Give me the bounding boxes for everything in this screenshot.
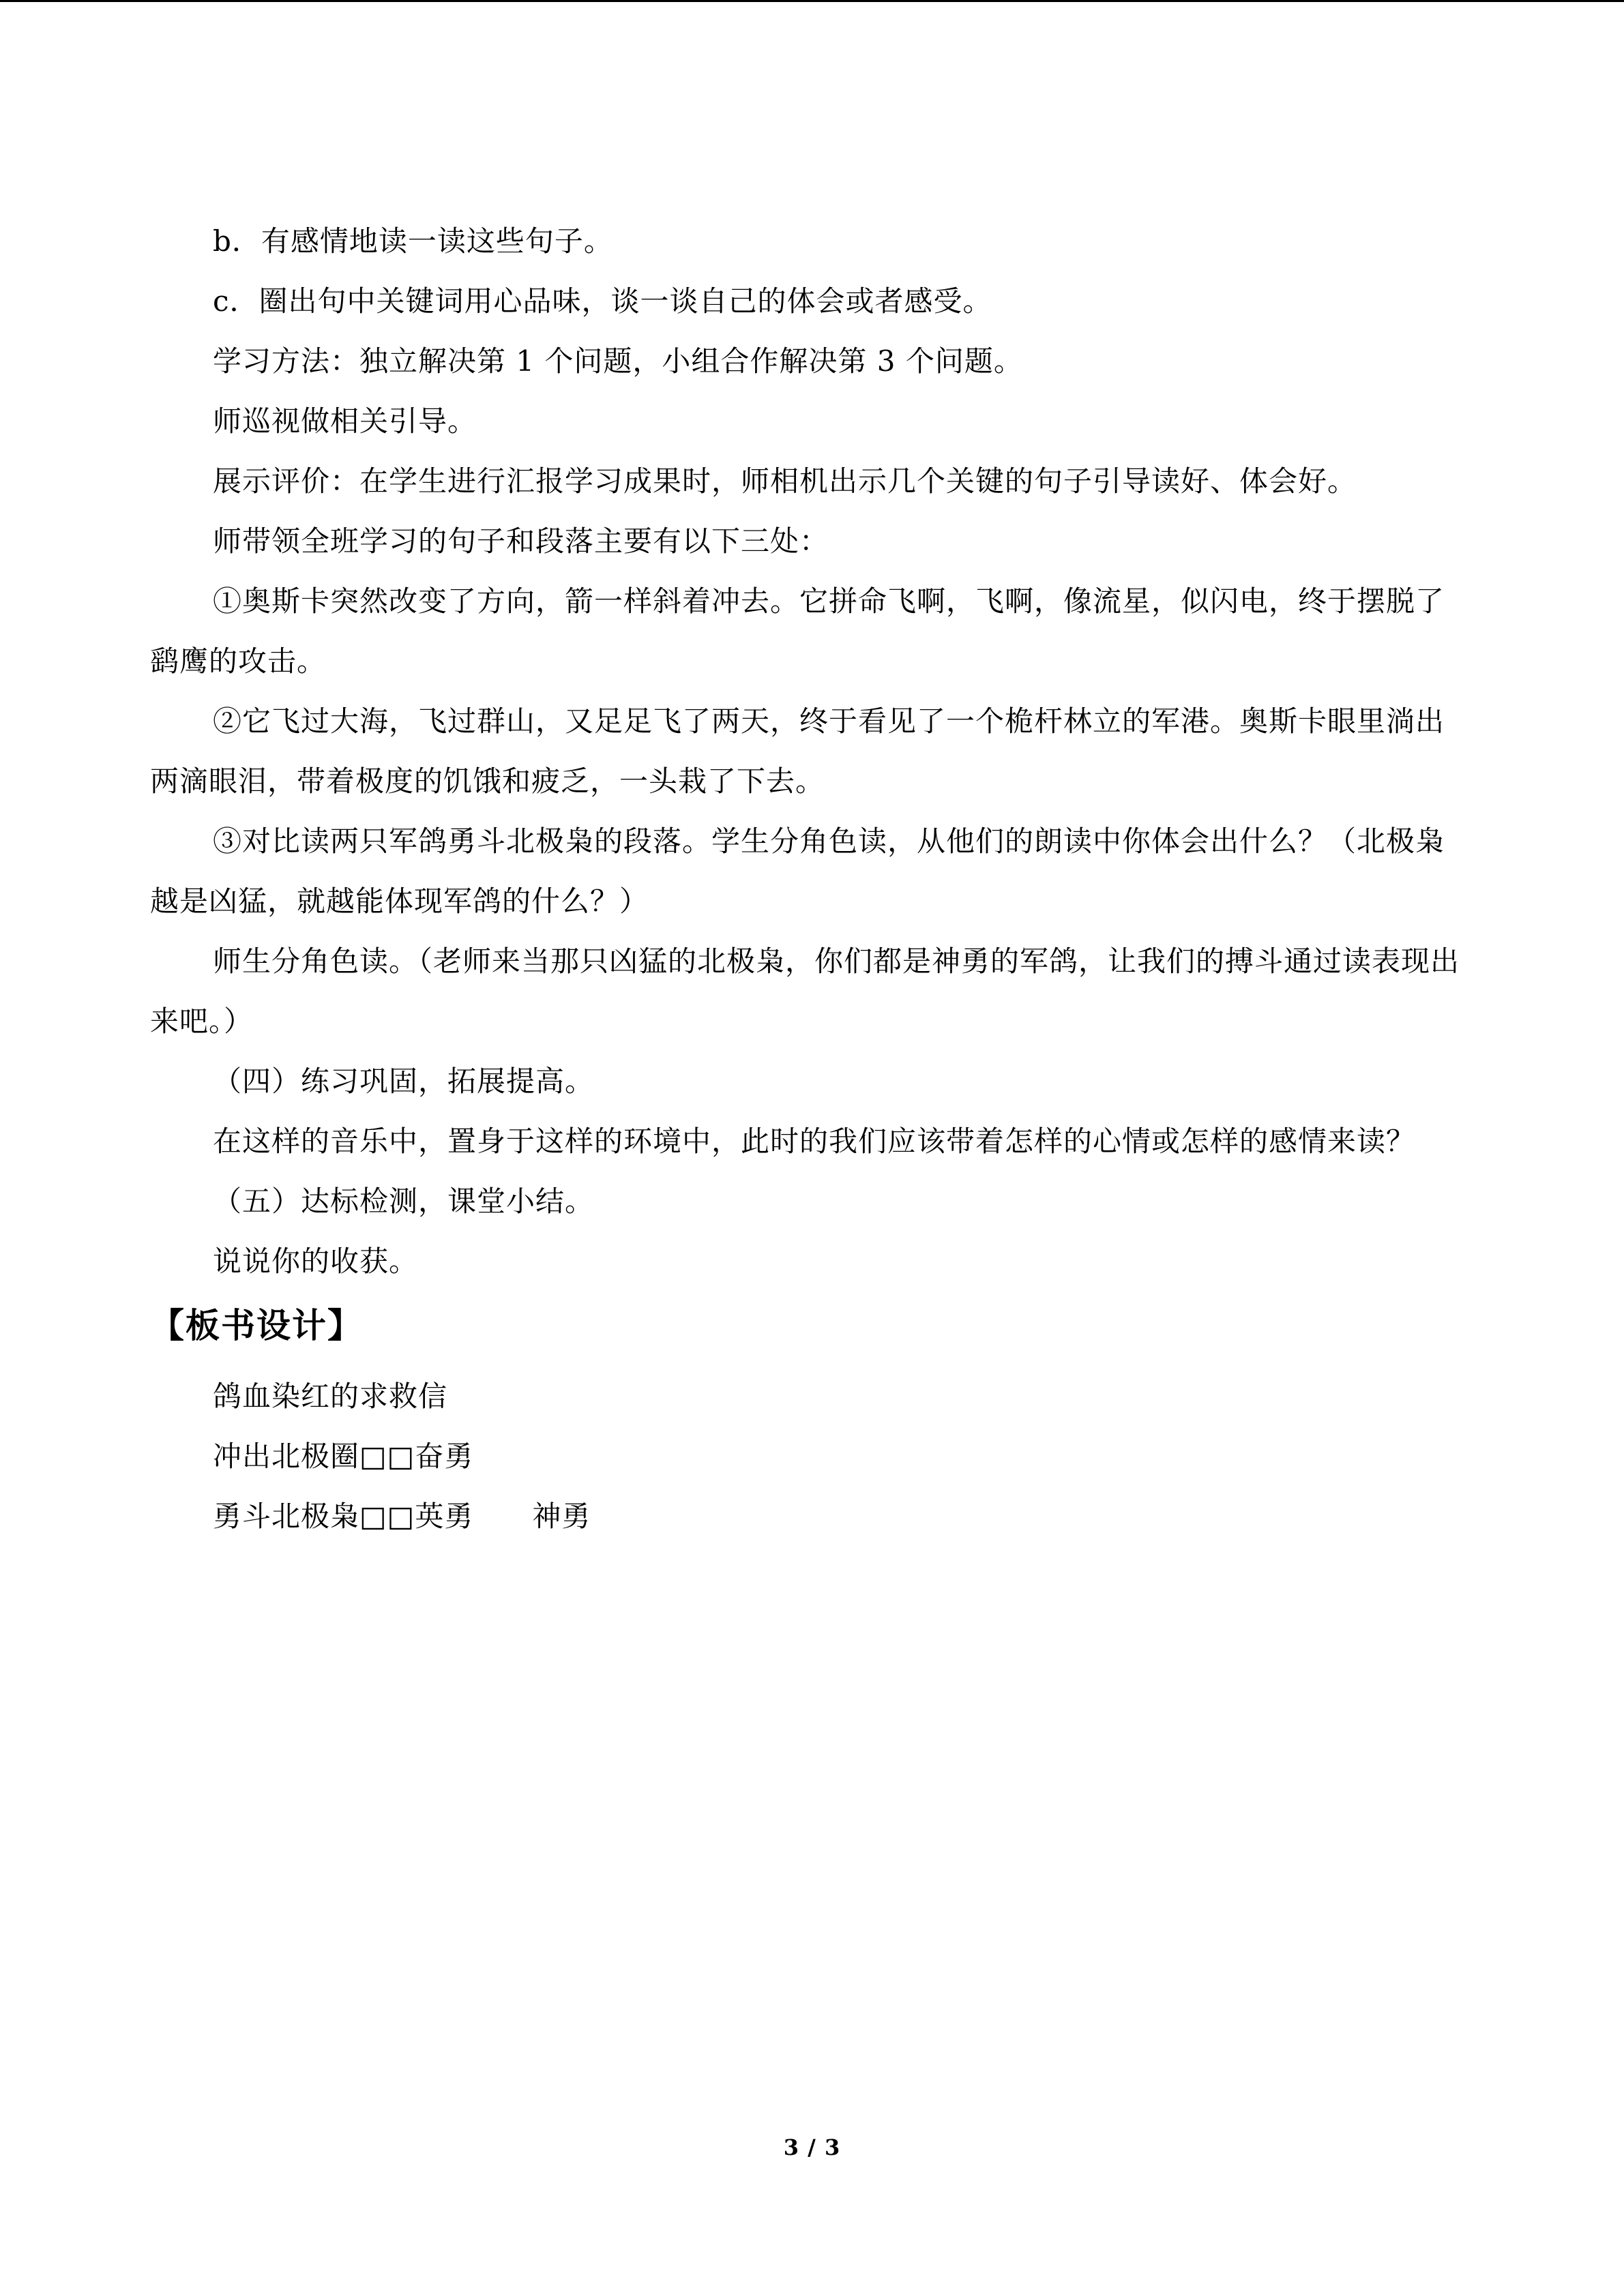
- document-page: [150, 211, 1460, 1547]
- page-number: 3 / 3: [783, 2134, 841, 2160]
- paragraph-role-reading: 师生分角色读。（老师来当那只凶猛的北极枭，你们都是神勇的军鸽，让我们的搏斗通过读表现出来吧。）: [150, 944, 1460, 1038]
- paragraph-harvest: 说说你的收获。: [213, 1244, 419, 1278]
- paragraph-b: b．有感情地读一读这些句子。: [213, 224, 613, 258]
- paragraph-music: 在这样的音乐中，置身于这样的环境中，此时的我们应该带着怎样的心情或怎样的感情来读？: [213, 1124, 1416, 1158]
- paragraph-c: c．圈出句中关键词用心品味，谈一谈自己的体会或者感受。: [213, 284, 992, 318]
- board-design-heading: 【板书设计】: [150, 1306, 363, 1345]
- board-line: 冲出北极圈□□奋勇: [213, 1440, 474, 1473]
- paragraph-item-2: ②它飞过大海，飞过群山，又足足飞了两天，终于看见了一个桅杆林立的军港。奥斯卡眼里淌出两滴眼泪，带着极度的饥饿和疲乏，一头栽了下去。: [150, 704, 1445, 798]
- paragraph-three-places: 师带领全班学习的句子和段落主要有以下三处：: [213, 524, 829, 558]
- paragraph-section-4: （四）练习巩固，拓展提高。: [213, 1064, 595, 1098]
- paragraph-section-5: （五）达标检测，课堂小结。: [213, 1184, 595, 1218]
- top-border-line: [0, 0, 1624, 2]
- paragraph-item-1: ①奥斯卡突然改变了方向，箭一样斜着冲去。它拼命飞啊，飞啊，像流星，似闪电，终于摆脱了鹞鹰的攻击。: [150, 584, 1445, 678]
- paragraph-item-3: ③对比读两只军鸽勇斗北极枭的段落。学生分角色读，从他们的朗读中你体会出什么？（北极枭越是凶猛，就越能体现军鸽的什么？）: [150, 824, 1445, 918]
- board-design-block: [150, 1367, 1460, 1547]
- paragraph-teacher-guide: 师巡视做相关引导。: [213, 404, 477, 438]
- paragraph-study-method: 学习方法：独立解决第 1 个问题，小组合作解决第 3 个问题。: [213, 344, 1023, 378]
- paragraph-evaluation: 展示评价：在学生进行汇报学习成果时，师相机出示几个关键的句子引导读好、体会好。: [213, 464, 1357, 498]
- board-line: 鸽血染红的求救信: [213, 1380, 448, 1413]
- board-line: 勇斗北极枭□□英勇 神勇: [213, 1500, 591, 1533]
